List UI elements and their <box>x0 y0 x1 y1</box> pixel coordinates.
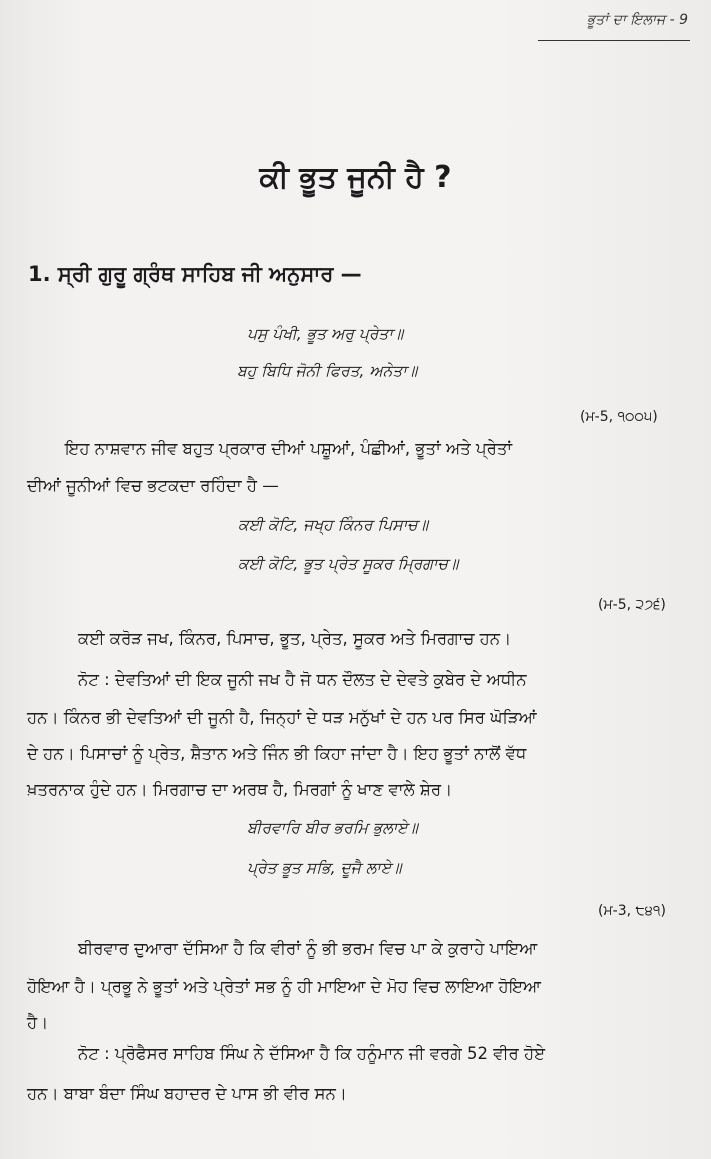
paragraph-line: ਹੋਇਆ ਹੈ। ਪ੍ਰਭੂ ਨੇ ਭੂਤਾਂ ਅਤੇ ਪ੍ਰੇਤਾਂ ਸਭ ਨੂੰ ਹੀ ਮਾਇਆ ਦੇ ਮੋਹ ਵਿਚ ਲਾਇਆ ਹੋਇਆ <box>27 977 541 996</box>
running-header: ਭੂਤਾਂ ਦਾ ਇਲਾਜ - 9 <box>586 12 688 28</box>
verse-line: ਬੀਰਵਾਰਿ ਬੀਰ ਭਰਮਿ ਭੁਲਾਏ॥ <box>247 819 418 837</box>
paragraph-line: ਬੀਰਵਾਰ ਦੁਆਰਾ ਦੱਸਿਆ ਹੈ ਕਿ ਵੀਰਾਂ ਨੂੰ ਭੀ ਭਰਮ ਵਿਚ ਪਾ ਕੇ ਕੁਰਾਹੇ ਪਾਇਆ <box>78 939 538 958</box>
note-line: ਹਨ। ਬਾਬਾ ਬੰਦਾ ਸਿੰਘ ਬਹਾਦਰ ਦੇ ਪਾਸ ਭੀ ਵੀਰ ਸਨ। <box>27 1084 347 1103</box>
scripture-reference: (ਮ-5, ੧੦੦੫) <box>580 409 658 425</box>
note-line: ਹਨ। ਕਿੰਨਰ ਭੀ ਦੇਵਤਿਆਂ ਦੀ ਜੂਨੀ ਹੈ, ਜਿਨ੍ਹਾਂ ਦੇ ਧੜ ਮਨੁੱਖਾਂ ਦੇ ਹਨ ਪਰ ਸਿਰ ਘੋੜਿਆਂ <box>27 708 537 727</box>
paragraph-line: ਹੈ। <box>27 1013 49 1032</box>
note-line: ਦੇ ਹਨ। ਪਿਸਾਚਾਂ ਨੂੰ ਪ੍ਰੇਤ, ਸ਼ੈਤਾਨ ਅਤੇ ਜਿੰਨ ਭੀ ਕਿਹਾ ਜਾਂਦਾ ਹੈ। ਇਹ ਭੂਤਾਂ ਨਾਲੋਂ ਵੱਧ <box>27 744 527 763</box>
scripture-reference: (ਮ-3, ੮੪੧) <box>598 903 666 919</box>
note-line: ਨੋਟ : ਪ੍ਰੋਫੈਸਰ ਸਾਹਿਬ ਸਿੰਘ ਨੇ ਦੱਸਿਆ ਹੈ ਕਿ ਹਨੂੰਮਾਨ ਜੀ ਵਰਗੇ 52 ਵੀਰ ਹੋਏ <box>78 1044 546 1063</box>
header-rule <box>538 40 690 41</box>
note-line: ਨੋਟ : ਦੇਵਤਿਆਂ ਦੀ ਇਕ ਜੂਨੀ ਜਖ ਹੈ ਜੋ ਧਨ ਦੌਲਤ ਦੇ ਦੇਵਤੇ ਕੁਬੇਰ ਦੇ ਅਧੀਨ <box>78 670 527 689</box>
section-heading: 1. ਸ੍ਰੀ ਗੁਰੂ ਗ੍ਰੰਥ ਸਾਹਿਬ ਜੀ ਅਨੁਸਾਰ — <box>28 262 362 286</box>
scripture-reference: (ਮ-5, ੨੭੬) <box>598 597 666 613</box>
verse-line: ਪ੍ਰੇਤ ਭੂਤ ਸਭਿ, ਦੂਜੈ ਲਾਏ॥ <box>247 859 402 877</box>
verse-line: ਕਈ ਕੋਟਿ, ਭੂਤ ਪ੍ਰੇਤ ਸੂਕਰ ਮ੍ਰਿਗਾਚ॥ <box>238 555 459 573</box>
verse-line: ਬਹੁ ਬਿਧਿ ਜੋਨੀ ਫਿਰਤ, ਅਨੇਤਾ॥ <box>237 362 418 380</box>
paragraph-line: ਕਈ ਕਰੋੜ ਜਖ, ਕਿੰਨਰ, ਪਿਸਾਚ, ਭੂਤ, ਪ੍ਰੇਤ, ਸੂਕਰ ਅਤੇ ਮਿਰਗਾਚ ਹਨ। <box>78 629 512 648</box>
note-line: ਖ਼ਤਰਨਾਕ ਹੁੰਦੇ ਹਨ। ਮਿਰਗਾਚ ਦਾ ਅਰਥ ਹੈ, ਮਿਰਗਾਂ ਨੂੰ ਖਾਣ ਵਾਲੇ ਸ਼ੇਰ। <box>27 780 453 799</box>
paragraph-line: ਦੀਆਂ ਜੂਨੀਆਂ ਵਿਚ ਭਟਕਦਾ ਰਹਿੰਦਾ ਹੈ — <box>27 476 279 495</box>
paragraph-line: ਇਹ ਨਾਸ਼ਵਾਨ ਜੀਵ ਬਹੁਤ ਪ੍ਰਕਾਰ ਦੀਆਂ ਪਸ਼ੂਆਂ, ਪੰਛੀਆਂ, ਭੂਤਾਂ ਅਤੇ ਪ੍ਰੇਤਾਂ <box>65 439 513 458</box>
verse-line: ਪਸੁ ਪੰਖੀ, ਭੂਤ ਅਰੁ ਪ੍ਰੇਤਾ॥ <box>247 325 404 343</box>
verse-line: ਕਈ ਕੋਟਿ, ਜਖ੍ਹ ਕਿੰਨਰ ਪਿਸਾਚ॥ <box>238 516 429 534</box>
chapter-title: ਕੀ ਭੂਤ ਜੂਨੀ ਹੈ ? <box>259 160 452 195</box>
